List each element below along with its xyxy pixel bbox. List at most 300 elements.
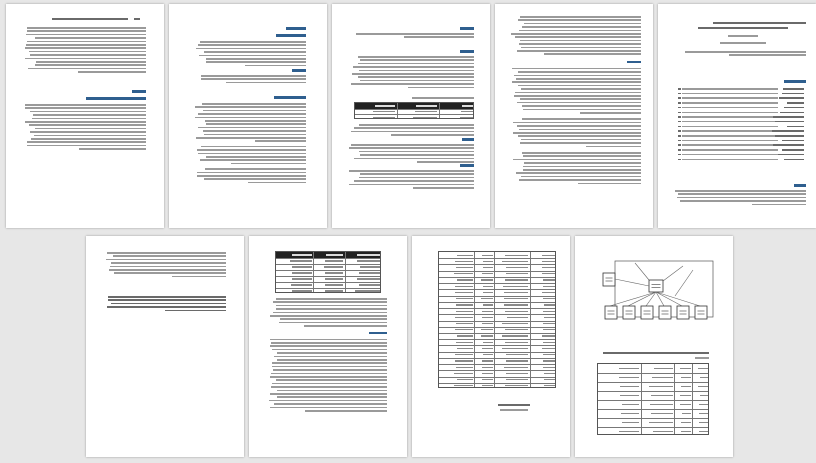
toc-page-number bbox=[678, 149, 681, 151]
text-line bbox=[351, 83, 474, 85]
text-line bbox=[352, 73, 474, 75]
text-line bbox=[349, 147, 474, 149]
table-cell-text bbox=[455, 317, 473, 318]
text-line bbox=[273, 369, 387, 371]
table-row-line bbox=[276, 258, 380, 259]
text-line bbox=[113, 255, 226, 257]
text-line bbox=[270, 315, 387, 317]
text-line bbox=[203, 130, 306, 132]
section-heading bbox=[286, 27, 306, 30]
text-line bbox=[729, 54, 806, 56]
table-row-line bbox=[439, 258, 555, 259]
text-line bbox=[280, 318, 387, 320]
table-cell-text bbox=[543, 311, 556, 312]
table-column-line bbox=[439, 103, 440, 118]
text-line bbox=[195, 106, 306, 108]
table-cell-text bbox=[503, 286, 528, 287]
table-cell-text bbox=[481, 279, 493, 280]
table-caption bbox=[695, 357, 709, 359]
text-line bbox=[28, 68, 146, 70]
table-column-line bbox=[674, 364, 675, 434]
text-line bbox=[108, 299, 226, 301]
text-line bbox=[272, 366, 387, 368]
table-cell-text bbox=[619, 368, 639, 369]
toc-dots bbox=[682, 107, 778, 109]
toc-page-number bbox=[678, 130, 681, 132]
table-cell-text bbox=[505, 342, 528, 343]
text-line bbox=[523, 166, 641, 168]
diagram-caption bbox=[603, 352, 709, 354]
text-line bbox=[273, 301, 387, 303]
table-cell-text bbox=[482, 311, 493, 312]
text-line bbox=[271, 342, 387, 344]
text-line bbox=[79, 148, 146, 150]
table-cell-text bbox=[359, 272, 381, 273]
toc-entry bbox=[784, 159, 804, 161]
section-heading bbox=[460, 27, 474, 30]
text-line bbox=[685, 51, 806, 53]
diagram-connector bbox=[675, 270, 693, 296]
toc-entry bbox=[784, 107, 804, 109]
table-cell-text bbox=[506, 267, 528, 268]
text-line bbox=[360, 173, 474, 175]
table-cell-text bbox=[482, 255, 493, 256]
text-line bbox=[360, 80, 474, 82]
text-line bbox=[519, 30, 641, 32]
toc-page-number bbox=[678, 107, 681, 109]
table-cell-text bbox=[462, 105, 474, 106]
text-line bbox=[107, 306, 226, 308]
text-line bbox=[30, 54, 146, 56]
page-5 bbox=[6, 4, 164, 228]
table-cell-text bbox=[457, 279, 473, 280]
text-line bbox=[270, 339, 387, 341]
toc-entry bbox=[775, 135, 804, 137]
text-line bbox=[26, 34, 146, 36]
text-line bbox=[108, 296, 226, 298]
text-line bbox=[270, 376, 387, 378]
text-line bbox=[523, 169, 641, 171]
section-heading bbox=[462, 138, 474, 141]
table-column-line bbox=[313, 252, 314, 292]
text-line bbox=[349, 184, 474, 186]
text-line bbox=[544, 53, 641, 55]
table-cell-text bbox=[326, 254, 344, 255]
table-cell-text bbox=[357, 254, 380, 255]
table-row-line bbox=[439, 314, 555, 315]
table-cell-text bbox=[482, 273, 493, 274]
table-cell-text bbox=[544, 385, 555, 386]
text-line bbox=[358, 56, 474, 58]
text-line bbox=[26, 44, 146, 46]
text-line bbox=[360, 154, 474, 156]
text-line bbox=[517, 102, 641, 104]
text-line bbox=[351, 131, 474, 133]
diagram-label bbox=[662, 311, 669, 312]
table-cell-text bbox=[355, 290, 381, 291]
text-line bbox=[358, 63, 474, 65]
table-row-line bbox=[439, 296, 555, 297]
table-column-line bbox=[692, 364, 693, 434]
toc-page-number bbox=[678, 97, 681, 99]
diagram-label bbox=[698, 311, 705, 312]
toc-entry bbox=[778, 154, 804, 156]
text-line bbox=[359, 151, 474, 153]
toc-page-number bbox=[678, 159, 681, 161]
table-cell-text bbox=[699, 404, 709, 405]
page-9 bbox=[86, 236, 244, 457]
diagram-node bbox=[695, 306, 707, 319]
table-column-line bbox=[474, 252, 475, 387]
table-cell-text bbox=[325, 278, 344, 279]
table-cell-text bbox=[360, 266, 381, 267]
toc-dots bbox=[682, 140, 778, 142]
table-cell-text bbox=[544, 304, 555, 305]
table-cell-text bbox=[505, 385, 528, 386]
text-line bbox=[713, 22, 806, 24]
text-line bbox=[198, 113, 306, 115]
text-line bbox=[359, 70, 474, 72]
table-cell-text bbox=[650, 404, 673, 405]
text-line bbox=[518, 135, 641, 137]
text-line bbox=[277, 390, 387, 392]
table-cell-text bbox=[357, 278, 380, 279]
table-cell-text bbox=[291, 284, 311, 285]
table-cell-text bbox=[456, 311, 473, 312]
toc-dots bbox=[682, 116, 778, 118]
table-cell-text bbox=[649, 386, 672, 387]
table-cell-text bbox=[681, 386, 690, 387]
text-line bbox=[515, 36, 641, 38]
text-line bbox=[197, 172, 306, 174]
diagram-node bbox=[605, 306, 617, 319]
table-cell-text bbox=[455, 261, 473, 262]
table-row-line bbox=[276, 288, 380, 289]
text-line bbox=[524, 162, 641, 164]
text-line bbox=[269, 400, 387, 402]
diagram-label bbox=[652, 284, 661, 285]
page-6 bbox=[575, 236, 733, 457]
table-cell-text bbox=[543, 323, 555, 324]
table-cell-text bbox=[290, 260, 312, 261]
text-line bbox=[522, 26, 641, 28]
text-line bbox=[677, 197, 806, 199]
table-row-line bbox=[439, 277, 555, 278]
toc-dots bbox=[682, 135, 778, 137]
table-row-line bbox=[439, 358, 555, 359]
text-line bbox=[106, 259, 226, 261]
text-line bbox=[35, 37, 146, 39]
table-cell-text bbox=[482, 385, 493, 386]
page-8 bbox=[249, 236, 407, 457]
text-line bbox=[27, 145, 146, 147]
table-row-line bbox=[439, 264, 555, 265]
text-line bbox=[512, 81, 641, 83]
diagram-connector bbox=[663, 266, 683, 281]
toc-page-number bbox=[678, 121, 681, 123]
table-cell-text bbox=[325, 272, 344, 273]
text-line bbox=[413, 187, 474, 189]
table-column-line bbox=[494, 252, 495, 387]
table-cell-text bbox=[544, 373, 556, 374]
table-row-line bbox=[439, 302, 555, 303]
text-line bbox=[359, 177, 474, 179]
text-line bbox=[205, 120, 306, 122]
table-cell-text bbox=[375, 105, 396, 106]
title-line bbox=[698, 27, 788, 29]
table-column-line bbox=[641, 364, 642, 434]
table-cell-text bbox=[502, 323, 528, 324]
table-cell-text bbox=[482, 373, 493, 374]
text-line bbox=[521, 176, 641, 178]
text-line bbox=[675, 190, 806, 192]
text-line bbox=[351, 144, 474, 146]
text-line bbox=[231, 163, 306, 165]
table-cell-text bbox=[454, 385, 473, 386]
table-cell-text bbox=[652, 377, 673, 378]
text-line bbox=[272, 383, 387, 385]
page-3 bbox=[332, 4, 490, 228]
text-line bbox=[517, 125, 641, 127]
subtitle-line bbox=[728, 35, 758, 37]
text-line bbox=[206, 123, 306, 125]
table-note bbox=[500, 409, 528, 411]
text-line bbox=[270, 407, 387, 409]
text-line bbox=[197, 149, 306, 151]
text-line bbox=[524, 23, 641, 25]
diagram-node bbox=[623, 306, 635, 319]
toc-dots bbox=[682, 102, 778, 104]
text-line bbox=[204, 134, 306, 136]
table-cell-text bbox=[543, 286, 555, 287]
text-line bbox=[25, 104, 146, 106]
text-line bbox=[35, 64, 146, 66]
text-line bbox=[519, 43, 641, 45]
text-line bbox=[195, 117, 306, 119]
table-cell-text bbox=[502, 348, 528, 349]
page-1 bbox=[658, 4, 816, 228]
table-row-line bbox=[439, 271, 555, 272]
table-row-line bbox=[439, 345, 555, 346]
section-heading bbox=[369, 332, 387, 335]
table-cell-text bbox=[542, 267, 555, 268]
text-line bbox=[109, 269, 226, 271]
text-line bbox=[276, 298, 387, 300]
text-line bbox=[752, 204, 806, 206]
table-cell-text bbox=[542, 292, 555, 293]
text-line bbox=[358, 76, 474, 78]
table-cell-text bbox=[483, 261, 493, 262]
diagram-node bbox=[677, 306, 689, 319]
table-row-line bbox=[439, 283, 555, 284]
text-line bbox=[353, 66, 474, 68]
toc-entry bbox=[775, 121, 804, 123]
text-line bbox=[110, 266, 226, 268]
text-line bbox=[25, 47, 146, 49]
table-cell-text bbox=[455, 286, 472, 287]
diagram-label bbox=[608, 314, 615, 315]
diagram-label bbox=[680, 311, 687, 312]
table-cell-text bbox=[325, 290, 343, 291]
table-column-line bbox=[345, 252, 346, 292]
table-row-line bbox=[355, 114, 473, 115]
diagram-label bbox=[644, 311, 651, 312]
table-cell-text bbox=[456, 298, 473, 299]
text-line bbox=[520, 98, 641, 100]
section-heading bbox=[794, 184, 806, 187]
table-cell-text bbox=[454, 373, 473, 374]
text-line bbox=[274, 356, 387, 358]
text-line bbox=[27, 141, 146, 143]
text-line bbox=[270, 345, 387, 347]
text-line bbox=[25, 121, 146, 123]
toc-page-number bbox=[678, 88, 681, 90]
table-column-line bbox=[530, 252, 531, 387]
table-cell-text bbox=[505, 255, 528, 256]
table-cell-text bbox=[455, 360, 473, 361]
text-line bbox=[196, 48, 306, 50]
table-cell-text bbox=[651, 395, 673, 396]
text-line bbox=[417, 161, 474, 163]
table-row-line bbox=[439, 308, 555, 309]
text-line bbox=[518, 85, 641, 87]
toc-page-number bbox=[678, 126, 681, 128]
text-line bbox=[245, 65, 306, 67]
table-row-line bbox=[439, 327, 555, 328]
text-line bbox=[200, 159, 306, 161]
diagram-label bbox=[652, 287, 661, 288]
text-line bbox=[521, 47, 641, 49]
table-cell-text bbox=[454, 273, 473, 274]
text-line bbox=[522, 152, 641, 154]
table-note bbox=[498, 404, 530, 406]
text-line bbox=[272, 349, 387, 351]
text-line bbox=[33, 114, 146, 116]
table-cell-text bbox=[482, 379, 492, 380]
toc-dots bbox=[682, 159, 778, 161]
toc-entry bbox=[782, 140, 804, 142]
text-line bbox=[513, 132, 641, 134]
text-line bbox=[520, 40, 641, 42]
text-line bbox=[111, 262, 226, 264]
text-line bbox=[678, 193, 806, 195]
text-line bbox=[404, 36, 474, 38]
table-row-line bbox=[439, 377, 555, 378]
table-cell-text bbox=[651, 413, 673, 414]
data-table bbox=[354, 102, 474, 119]
table-cell-text bbox=[292, 290, 311, 291]
table-cell-text bbox=[505, 329, 528, 330]
text-line bbox=[518, 19, 641, 21]
table-cell-text bbox=[461, 111, 474, 112]
table-row-line bbox=[439, 352, 555, 353]
table-cell-text bbox=[455, 329, 473, 330]
table-cell-text bbox=[504, 304, 528, 305]
table-cell-text bbox=[505, 279, 528, 280]
text-line bbox=[226, 82, 306, 84]
toc-dots bbox=[682, 130, 778, 132]
table-cell-text bbox=[457, 255, 473, 256]
table-cell-text bbox=[681, 422, 691, 423]
text-line bbox=[511, 33, 641, 35]
table-cell-text bbox=[373, 111, 395, 112]
table-cell-text bbox=[481, 335, 493, 336]
table-cell-text bbox=[455, 292, 473, 293]
table-cell-text bbox=[457, 335, 473, 336]
text-line bbox=[519, 129, 641, 131]
toc-entry bbox=[782, 149, 804, 151]
table-cell-text bbox=[622, 422, 639, 423]
text-line bbox=[359, 124, 474, 126]
text-line bbox=[279, 322, 387, 324]
page-7 bbox=[412, 236, 570, 457]
table-row-line bbox=[439, 321, 555, 322]
table-cell-text bbox=[543, 342, 556, 343]
section-heading bbox=[627, 61, 641, 64]
table-cell-text bbox=[482, 367, 493, 368]
text-line bbox=[196, 137, 306, 139]
text-line bbox=[30, 131, 146, 133]
text-line bbox=[521, 88, 641, 90]
toc-dots bbox=[682, 126, 778, 128]
text-line bbox=[680, 200, 806, 202]
table-cell-text bbox=[456, 323, 473, 324]
table-cell-text bbox=[292, 254, 311, 255]
text-line bbox=[276, 305, 387, 307]
table-caption bbox=[412, 97, 474, 99]
table-row-line bbox=[439, 333, 555, 334]
text-line bbox=[514, 95, 641, 97]
table-cell-text bbox=[544, 379, 556, 380]
text-line bbox=[197, 175, 306, 177]
diagram-label bbox=[606, 278, 613, 279]
table-cell-text bbox=[542, 261, 555, 262]
text-line bbox=[521, 139, 641, 141]
text-line bbox=[580, 112, 641, 114]
table-row-line bbox=[439, 339, 555, 340]
table-cell-text bbox=[542, 348, 555, 349]
author-line bbox=[720, 42, 766, 44]
text-line bbox=[35, 128, 146, 130]
flow-diagram bbox=[575, 236, 733, 336]
text-line bbox=[198, 153, 306, 155]
text-line bbox=[32, 118, 146, 120]
table-cell-text bbox=[543, 298, 556, 299]
table-cell-text bbox=[543, 367, 555, 368]
text-line bbox=[30, 111, 146, 113]
table-cell-text bbox=[292, 278, 311, 279]
text-line bbox=[408, 87, 474, 89]
toc-entry bbox=[783, 88, 804, 90]
section-heading bbox=[292, 69, 306, 72]
diagram-connector bbox=[610, 292, 656, 306]
text-line bbox=[354, 158, 474, 160]
table-cell-text bbox=[507, 317, 529, 318]
diagram-connector bbox=[635, 263, 649, 280]
header-line bbox=[52, 18, 128, 20]
text-line bbox=[198, 44, 306, 46]
text-line bbox=[172, 276, 226, 278]
table-cell-text bbox=[654, 368, 673, 369]
diagram-label bbox=[680, 314, 687, 315]
table-cell-text bbox=[700, 377, 709, 378]
text-line bbox=[276, 308, 387, 310]
table-cell-text bbox=[542, 335, 555, 336]
text-line bbox=[273, 312, 387, 314]
text-line bbox=[206, 58, 306, 60]
table-cell-text bbox=[542, 273, 556, 274]
text-line bbox=[272, 362, 387, 364]
